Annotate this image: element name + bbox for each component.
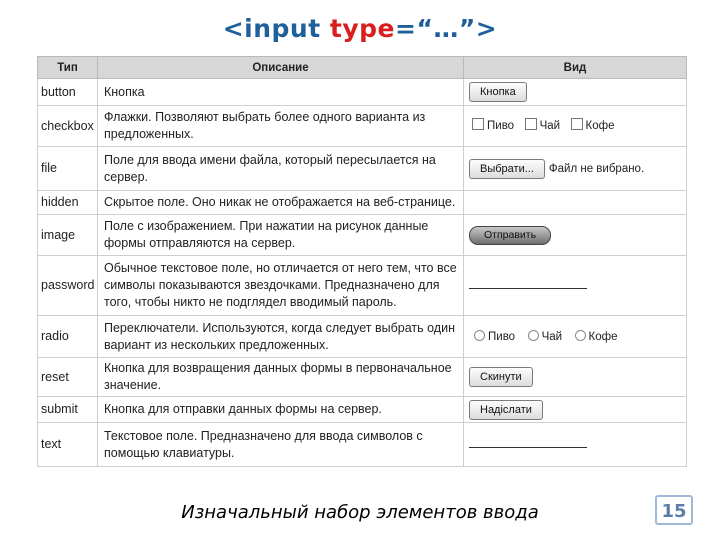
description-cell: Кнопка для отправки данных формы на сервер. <box>98 397 464 423</box>
radio-label: Кофе <box>588 330 618 343</box>
view-cell <box>464 79 687 106</box>
header-description: Описание <box>98 57 464 79</box>
checkbox-beer[interactable] <box>472 118 484 130</box>
text-field[interactable] <box>469 446 587 448</box>
header-view: Вид <box>464 57 687 79</box>
view-cell <box>464 147 687 191</box>
description-cell: Кнопка для возвращения данных формы в первоначальное значение. <box>98 358 464 397</box>
table-row <box>38 106 687 147</box>
radio-beer[interactable] <box>474 330 485 341</box>
sample-button[interactable]: Кнопка <box>469 82 527 102</box>
checkbox-coffee[interactable] <box>571 118 583 130</box>
radio-label: Чай <box>541 330 563 343</box>
description-cell: Обычное текстовое поле, но отличается от него тем, что все символы показываются звездочками. Предназначено для того, чтобы никто не подглядел вводимый пароль. <box>98 256 464 316</box>
checkbox-label: Пиво <box>487 120 515 132</box>
view-cell <box>464 358 687 397</box>
description-cell: Кнопка <box>98 79 464 106</box>
view-cell <box>464 316 687 358</box>
radio-tea[interactable] <box>528 330 539 341</box>
type-cell: text <box>38 423 98 467</box>
description-cell: Скрытое поле. Оно никак не отображается на веб-странице. <box>98 191 464 215</box>
slide-title <box>0 14 720 43</box>
view-cell <box>464 191 687 215</box>
table-row <box>38 397 687 423</box>
table-row <box>38 147 687 191</box>
view-cell <box>464 106 687 147</box>
view-cell <box>464 215 687 256</box>
view-cell <box>464 397 687 423</box>
password-field[interactable] <box>469 287 587 289</box>
title-suffix: =“…”> <box>395 14 498 43</box>
table-row <box>38 215 687 256</box>
view-cell <box>464 256 687 316</box>
table-row <box>38 191 687 215</box>
table-row <box>38 256 687 316</box>
type-cell: reset <box>38 358 98 397</box>
description-cell: Переключатели. Используются, когда следует выбрать один вариант из нескольких предложенных. <box>98 316 464 358</box>
title-keyword: type <box>329 14 395 43</box>
table-header-row <box>38 57 687 79</box>
submit-button[interactable]: Надіслати <box>469 400 543 420</box>
file-status-text: Файл не вибрано. <box>548 162 645 175</box>
view-cell <box>464 423 687 467</box>
checkbox-label: Кофе <box>585 120 615 132</box>
table-row <box>38 423 687 467</box>
page-number-badge: 15 <box>655 495 693 525</box>
description-cell: Флажки. Позволяют выбрать более одного варианта из предложенных. <box>98 106 464 147</box>
slide-caption: Изначальный набор элементов ввода <box>181 502 539 523</box>
type-cell: image <box>38 215 98 256</box>
input-types-table <box>37 56 687 467</box>
radio-coffee[interactable] <box>575 330 586 341</box>
type-cell: radio <box>38 316 98 358</box>
description-cell: Поле с изображением. При нажатии на рисунок данные формы отправляются на сервер. <box>98 215 464 256</box>
type-cell: submit <box>38 397 98 423</box>
reset-button[interactable]: Скинути <box>469 367 533 387</box>
checkbox-label: Чай <box>539 120 561 132</box>
title-prefix: <input <box>222 14 330 43</box>
type-cell: checkbox <box>38 106 98 147</box>
type-cell: hidden <box>38 191 98 215</box>
description-cell: Поле для ввода имени файла, который пересылается на сервер. <box>98 147 464 191</box>
file-choose-button[interactable]: Выбрати... <box>469 159 545 179</box>
checkbox-tea[interactable] <box>525 118 537 130</box>
description-cell: Текстовое поле. Предназначено для ввода символов с помощью клавиатуры. <box>98 423 464 467</box>
type-cell: file <box>38 147 98 191</box>
type-cell: button <box>38 79 98 106</box>
image-submit-button[interactable]: Отправить <box>469 226 551 245</box>
radio-label: Пиво <box>488 330 516 343</box>
type-cell: password <box>38 256 98 316</box>
table-row <box>38 79 687 106</box>
table-row <box>38 316 687 358</box>
header-type: Тип <box>38 57 98 79</box>
table-row <box>38 358 687 397</box>
